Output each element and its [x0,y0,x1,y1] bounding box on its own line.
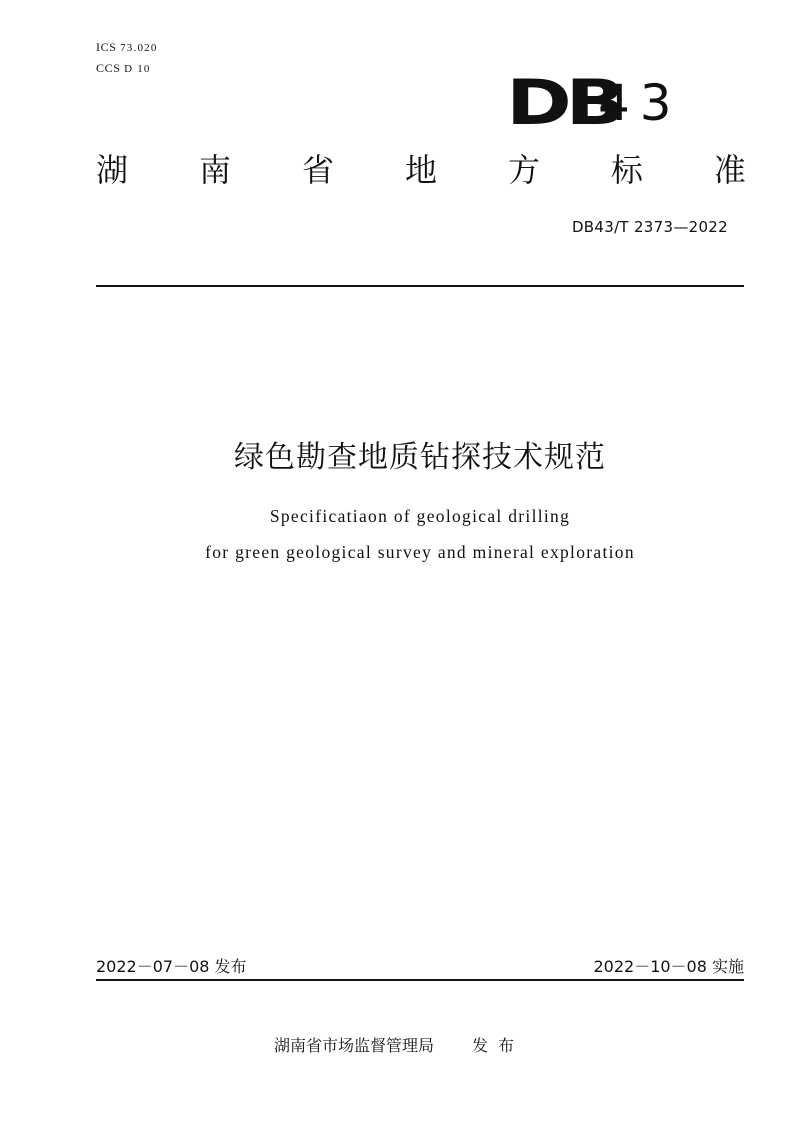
standard-type-char: 地 [404,151,437,189]
standard-type-char: 标 [610,151,643,189]
issue-action: 发布 [472,1036,525,1055]
ccs-number: D 10 [124,63,151,75]
standard-type-char: 方 [507,151,540,189]
issuing-authority: 湖南省市场监督管理局 [274,1036,435,1055]
db-logo-letters: DB [506,66,620,139]
implement-date: 2022－10－08 实施 [593,957,744,976]
standard-type-char: 湖 [96,151,129,189]
standard-type-heading [96,148,746,192]
standard-type-char: 准 [713,151,746,189]
standard-type-char: 南 [198,151,231,189]
document-title-zh: 绿色勘查地质钻探技术规范 [234,440,606,475]
document-title-en-line1: Specificatiaon of geological drilling [269,506,571,526]
ics-label: ICS [96,40,117,54]
ccs-label: CCS [96,61,121,75]
ics-number: 73.020 [120,42,158,54]
issuer-line [274,1034,524,1058]
dates-row [96,956,744,978]
ics-code [96,37,158,58]
document-title-en-line2: for green geological survey and mineral exploration [205,542,635,562]
standard-code: DB43/T 2373—2022 [571,218,728,236]
top-divider [96,285,744,287]
ccs-code [96,58,158,79]
db-province-number: 43 [598,74,682,132]
publish-date: 2022－07－08 发布 [96,957,247,976]
standard-type-char: 省 [301,151,334,189]
classification-codes [96,37,158,79]
db-standard-mark [506,68,682,138]
bottom-divider [96,979,744,981]
